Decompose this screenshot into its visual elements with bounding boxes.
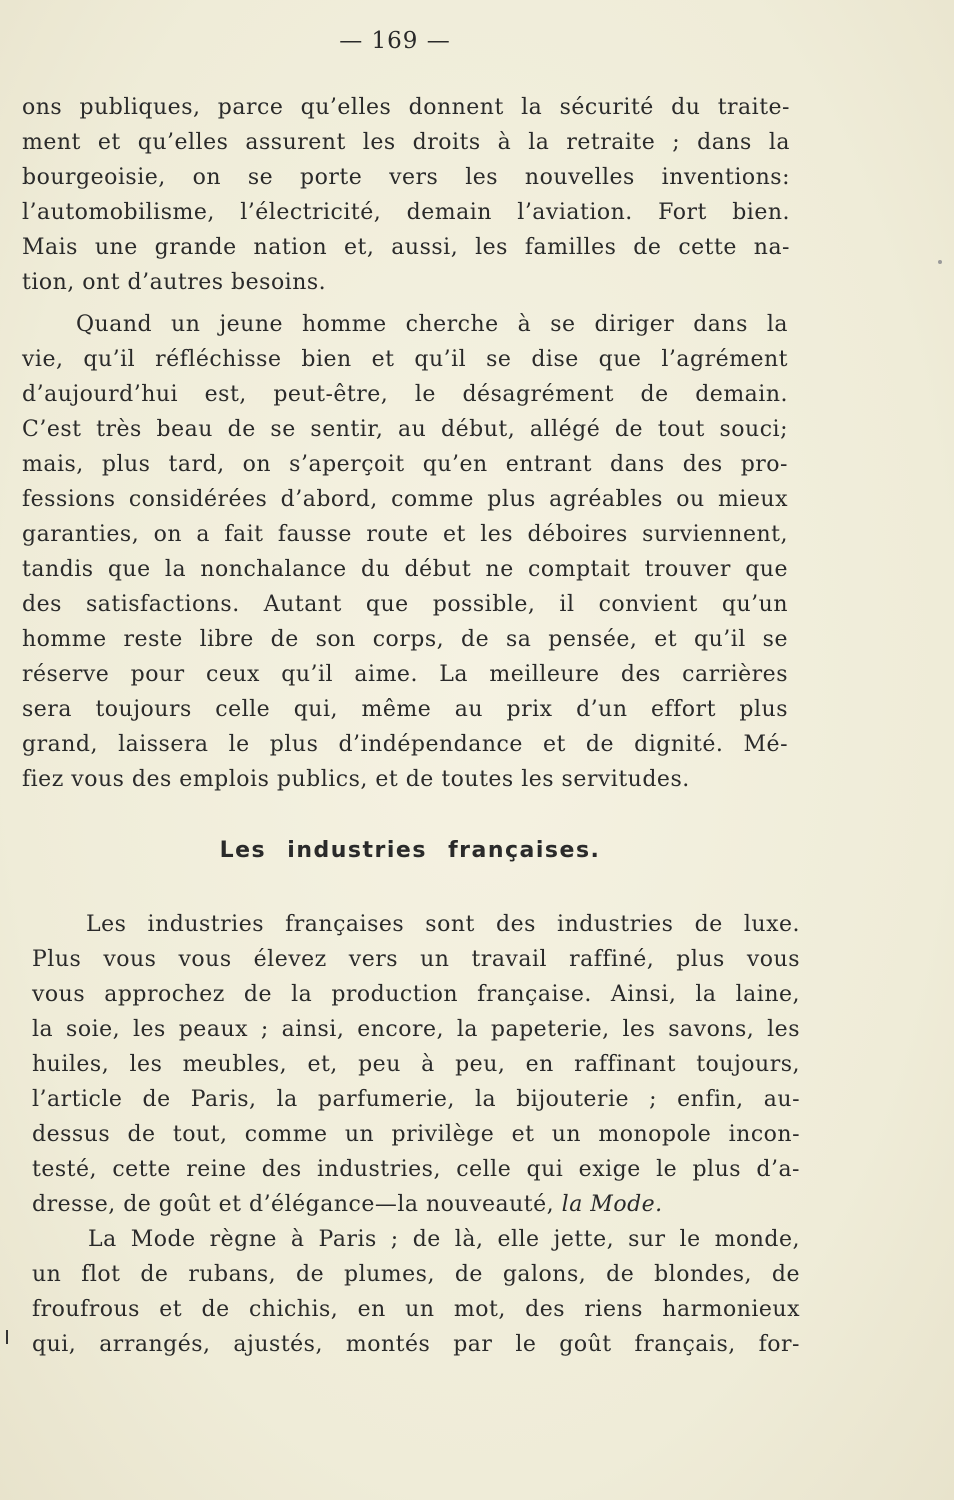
text-line: Plus vous vous élevez vers un travail raffiné, plus vous bbox=[32, 947, 800, 972]
text-line: homme reste libre de son corps, de sa pensée, et qu’il se bbox=[22, 627, 788, 652]
text-line: froufrous et de chichis, en un mot, des riens harmonieux bbox=[32, 1297, 800, 1322]
text-line: dessus de tout, comme un privilège et un monopole incon- bbox=[32, 1122, 800, 1147]
text-line: grand, laissera le plus d’indépendance et de dignité. Mé- bbox=[22, 732, 788, 757]
text-line: fessions considérées d’abord, comme plus agréables ou mieux bbox=[22, 487, 788, 512]
text-line: huiles, les meubles, et, peu à peu, en raffinant toujours, bbox=[32, 1052, 800, 1077]
text-line: des satisfactions. Autant que possible, il convient qu’un bbox=[22, 592, 788, 617]
text-line: garanties, on a fait fausse route et les déboires surviennent, bbox=[22, 522, 788, 547]
scan-edge-mark bbox=[6, 1330, 8, 1344]
text-line: C’est très beau de se sentir, au début, allégé de tout souci; bbox=[22, 417, 788, 442]
text-line: ment et qu’elles assurent les droits à la retraite ; dans la bbox=[22, 130, 790, 155]
text-line: qui, arrangés, ajustés, montés par le goût français, for- bbox=[32, 1332, 800, 1357]
scan-speck bbox=[938, 260, 942, 264]
text-line: testé, cette reine des industries, celle qui exige le plus d’a- bbox=[32, 1157, 800, 1182]
section-heading: Les industries françaises. bbox=[219, 838, 601, 863]
text-line: bourgeoisie, on se porte vers les nouvelles inventions: bbox=[22, 165, 790, 190]
text-line: un flot de rubans, de plumes, de galons, de blondes, de bbox=[32, 1262, 800, 1287]
italic-term: la Mode. bbox=[561, 1192, 663, 1217]
text-line: réserve pour ceux qu’il aime. La meilleure des carrières bbox=[22, 662, 788, 687]
text-line: d’aujourd’hui est, peut-être, le désagrément de demain. bbox=[22, 382, 788, 407]
text-run: dresse, de goût et d’élégance—la nouveauté, bbox=[32, 1192, 562, 1217]
text-line: vous approchez de la production française. Ainsi, la laine, bbox=[32, 982, 800, 1007]
text-line: l’article de Paris, la parfumerie, la bijouterie ; enfin, au- bbox=[32, 1087, 800, 1112]
text-line: ons publiques, parce qu’elles donnent la sécurité du traite- bbox=[22, 95, 790, 120]
text-line: sera toujours celle qui, même au prix d’un effort plus bbox=[22, 697, 788, 722]
text-line: La Mode règne à Paris ; de là, elle jette, sur le monde, bbox=[88, 1227, 800, 1252]
text-line: fiez vous des emplois publics, et de toutes les servitudes. bbox=[22, 767, 690, 792]
text-line: l’automobilisme, l’électricité, demain l’aviation. Fort bien. bbox=[22, 200, 790, 225]
text-line: Les industries françaises sont des industries de luxe. bbox=[86, 912, 800, 937]
text-line: Quand un jeune homme cherche à se diriger dans la bbox=[76, 312, 788, 337]
text-line: vie, qu’il réfléchisse bien et qu’il se dise que l’agrément bbox=[22, 347, 788, 372]
page-number: — 169 — bbox=[339, 28, 451, 54]
text-line: Mais une grande nation et, aussi, les familles de cette na- bbox=[22, 235, 790, 260]
text-line bbox=[32, 1190, 663, 1220]
text-line: mais, plus tard, on s’aperçoit qu’en entrant dans des pro- bbox=[22, 452, 788, 477]
text-line: tandis que la nonchalance du début ne comptait trouver que bbox=[22, 557, 788, 582]
text-line: la soie, les peaux ; ainsi, encore, la papeterie, les savons, les bbox=[32, 1017, 800, 1042]
text-line: tion, ont d’autres besoins. bbox=[22, 270, 327, 295]
